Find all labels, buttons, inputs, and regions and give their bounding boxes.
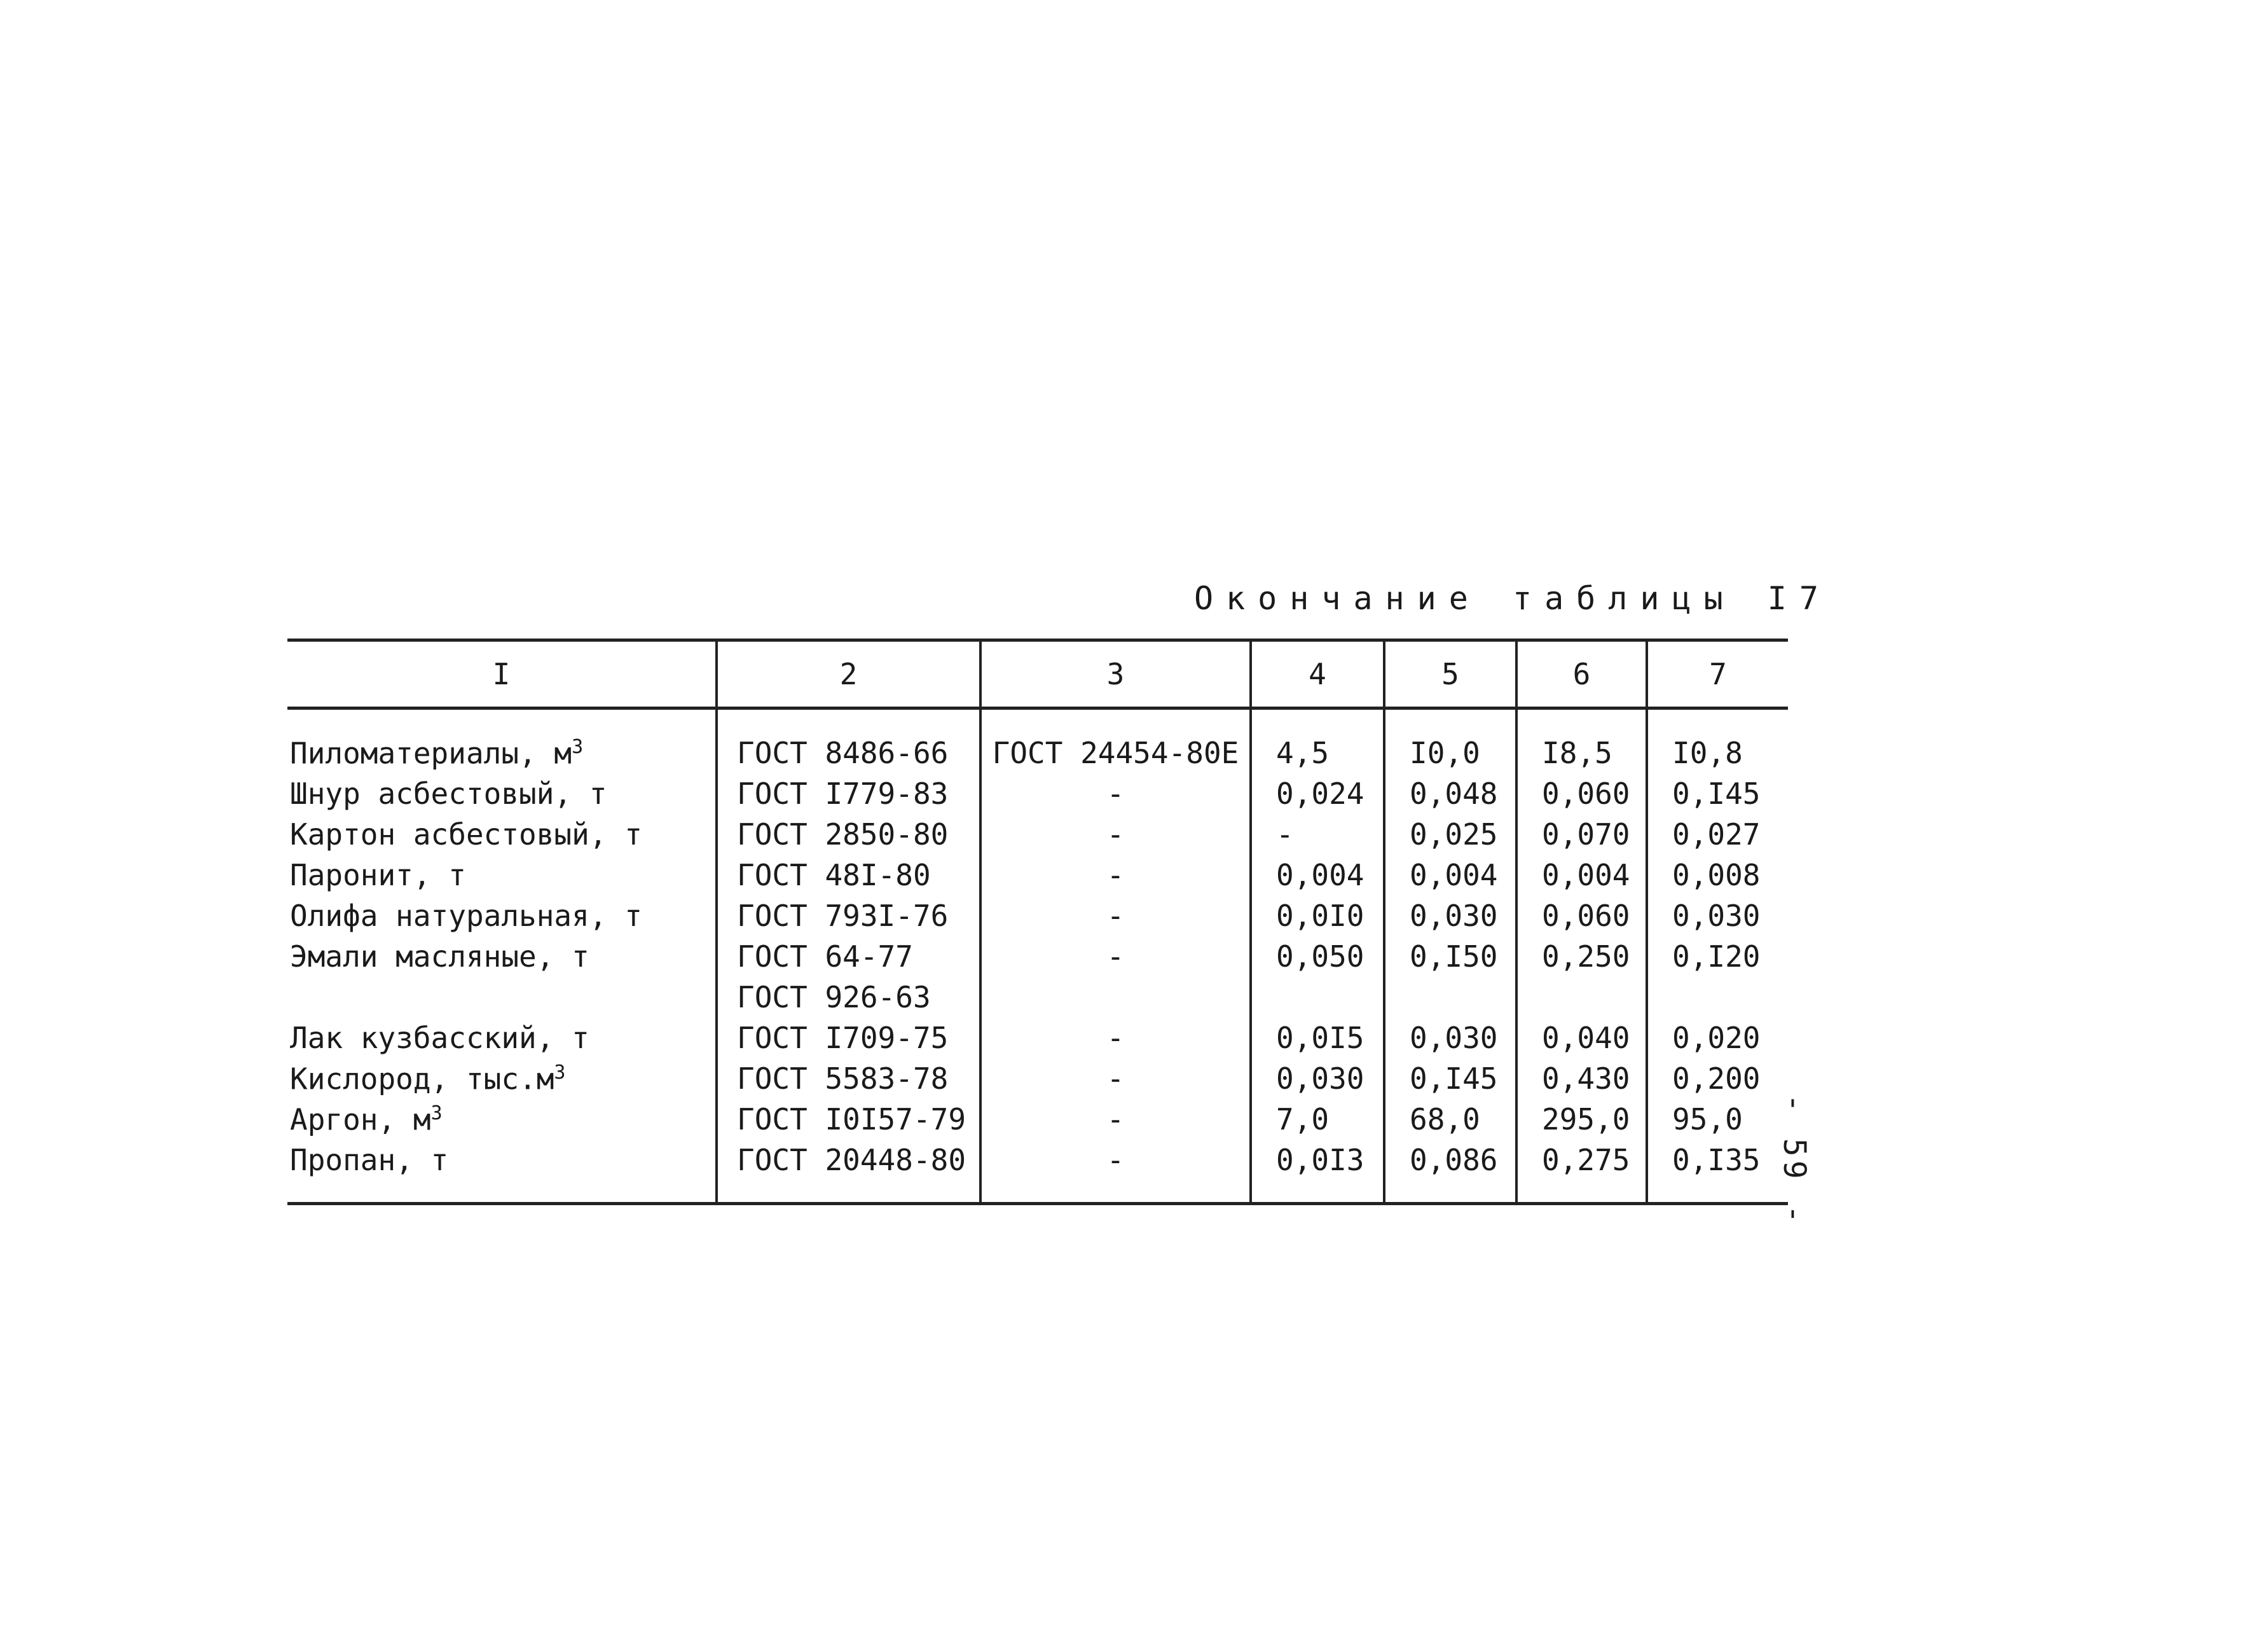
table-cell [717, 895, 980, 936]
cell-text: ГОСТ 48I-80 [737, 858, 931, 892]
table-cell [1251, 895, 1384, 936]
cell-text: ГОСТ 5583-78 [737, 1061, 949, 1096]
column-header: 5 [1384, 640, 1516, 708]
table-cell [1384, 895, 1516, 936]
table-row [287, 1099, 1788, 1140]
table-row [287, 855, 1788, 895]
cell-text: 4,5 [1276, 736, 1330, 770]
table-row [287, 708, 1788, 774]
cell-text: Шнур асбестовый, т [290, 777, 607, 811]
cell-text: 0,0I0 [1276, 899, 1364, 933]
table-cell [980, 1018, 1251, 1058]
cell-text: ГОСТ 20448-80 [737, 1143, 966, 1177]
table-cell [287, 895, 717, 936]
cell-text: 95,0 [1672, 1102, 1743, 1136]
cell-text: ГОСТ I0I57-79 [737, 1102, 966, 1136]
cell-text: 0,0I5 [1276, 1021, 1364, 1055]
cell-text: 0,I45 [1672, 777, 1761, 811]
cell-text: 0,004 [1276, 858, 1364, 892]
table-cell [1516, 977, 1647, 1018]
table-cell [717, 708, 980, 774]
table-cell [717, 855, 980, 895]
cell-text: 0,275 [1542, 1143, 1630, 1177]
table-cell [1384, 708, 1516, 774]
table-cell [1647, 855, 1788, 895]
cell-text: - [1106, 939, 1125, 974]
cell-text: - [1106, 777, 1125, 811]
cell-text: 0,004 [1542, 858, 1630, 892]
table-cell [287, 708, 717, 774]
table-cell [287, 1018, 717, 1058]
cell-text: 0,008 [1672, 858, 1761, 892]
page-number: - 59 - [1777, 1094, 1812, 1227]
cell-text: ГОСТ I709-75 [737, 1021, 949, 1055]
table-cell [287, 855, 717, 895]
cell-text: 0,030 [1410, 1021, 1498, 1055]
column-header: 6 [1516, 640, 1647, 708]
table-cell [1384, 936, 1516, 977]
table-cell [1516, 855, 1647, 895]
table-row [287, 1140, 1788, 1204]
cell-text: 0,086 [1410, 1143, 1498, 1177]
cell-text: Аргон, м [290, 1102, 431, 1137]
column-header: 2 [717, 640, 980, 708]
table-cell [1516, 1099, 1647, 1140]
table-cell [287, 936, 717, 977]
cell-text: Лак кузбасский, т [290, 1021, 589, 1055]
table-cell [717, 936, 980, 977]
materials-table [287, 639, 1788, 1205]
table-cell [1251, 1058, 1384, 1099]
table-row [287, 977, 1788, 1018]
table-cell [1384, 1018, 1516, 1058]
table-row [287, 895, 1788, 936]
cell-text: Пиломатериалы, м [290, 736, 572, 771]
cell-text: Эмали масляные, т [290, 939, 589, 974]
unit-exponent: 3 [430, 1102, 443, 1124]
table-cell [1516, 773, 1647, 814]
cell-text: 0,024 [1276, 777, 1364, 811]
cell-text: Олифа натуральная, т [290, 899, 642, 933]
column-header: 7 [1647, 640, 1788, 708]
table-cell [287, 1058, 717, 1099]
cell-text: 0,I20 [1672, 939, 1761, 974]
table-cell [287, 1099, 717, 1140]
table-cell [1384, 1140, 1516, 1204]
column-header: 3 [980, 640, 1251, 708]
table-cell [1647, 1018, 1788, 1058]
table-caption: Окончание таблицы I7 [1193, 580, 1831, 617]
table-cell [1516, 936, 1647, 977]
cell-text: ГОСТ I779-83 [737, 777, 949, 811]
table-cell [287, 814, 717, 855]
table-cell [980, 936, 1251, 977]
cell-text: - [1106, 1061, 1125, 1096]
cell-text: 0,030 [1410, 899, 1498, 933]
cell-text: - [1106, 1021, 1125, 1055]
table-cell [1251, 1018, 1384, 1058]
table-cell [1251, 814, 1384, 855]
table-cell [1384, 977, 1516, 1018]
table-cell [1516, 895, 1647, 936]
table-row [287, 936, 1788, 977]
table-cell [1251, 708, 1384, 774]
cell-text: 0,048 [1410, 777, 1498, 811]
cell-text: 0,030 [1276, 1061, 1364, 1096]
unit-exponent: 3 [554, 1061, 566, 1084]
table-cell [1251, 855, 1384, 895]
table-row [287, 1018, 1788, 1058]
table-cell [717, 1058, 980, 1099]
cell-text: 295,0 [1542, 1102, 1630, 1136]
table-cell [980, 895, 1251, 936]
cell-text: 0,070 [1542, 817, 1630, 852]
cell-text: - [1106, 1102, 1125, 1136]
table-cell [1251, 1099, 1384, 1140]
cell-text: 0,030 [1672, 899, 1761, 933]
table-cell [1647, 977, 1788, 1018]
cell-text: Картон асбестовый, т [290, 817, 642, 852]
table-cell [1516, 1058, 1647, 1099]
unit-exponent: 3 [572, 735, 584, 758]
cell-text: 0,060 [1542, 777, 1630, 811]
cell-text: - [1106, 899, 1125, 933]
table-cell [1647, 1099, 1788, 1140]
table-cell [1384, 855, 1516, 895]
table-cell [1516, 1140, 1647, 1204]
cell-text: 0,050 [1276, 939, 1364, 974]
cell-text: I0,0 [1410, 736, 1480, 770]
table-cell [1647, 708, 1788, 774]
cell-text: - [1276, 817, 1294, 852]
cell-text: 0,020 [1672, 1021, 1761, 1055]
table-cell [1384, 814, 1516, 855]
table-cell [1647, 1140, 1788, 1204]
cell-text: ГОСТ 926-63 [737, 980, 931, 1014]
cell-text: ГОСТ 8486-66 [737, 736, 949, 770]
cell-text: 0,060 [1542, 899, 1630, 933]
cell-text: Паронит, т [290, 858, 466, 892]
cell-text: Кислород, тыс.м [290, 1061, 554, 1096]
column-header: 4 [1251, 640, 1384, 708]
table-cell [717, 977, 980, 1018]
table-header-row [287, 640, 1788, 708]
table-cell [1516, 814, 1647, 855]
table-cell [980, 977, 1251, 1018]
cell-text: 0,I50 [1410, 939, 1498, 974]
cell-text: ГОСТ 24454-80Е [992, 736, 1239, 770]
table-cell [1647, 895, 1788, 936]
table-cell [287, 977, 717, 1018]
table-cell [717, 814, 980, 855]
table-cell [980, 708, 1251, 774]
cell-text: ГОСТ 793I-76 [737, 899, 949, 933]
table-cell [287, 773, 717, 814]
table-cell [717, 773, 980, 814]
table-cell [1251, 773, 1384, 814]
table-cell [1647, 773, 1788, 814]
table-cell [980, 1099, 1251, 1140]
table-row [287, 814, 1788, 855]
table-cell [1251, 977, 1384, 1018]
table-cell [1251, 936, 1384, 977]
table-cell [980, 773, 1251, 814]
table-cell [1251, 1140, 1384, 1204]
cell-text: I0,8 [1672, 736, 1743, 770]
cell-text: 0,0I3 [1276, 1143, 1364, 1177]
table-cell [717, 1099, 980, 1140]
cell-text: 68,0 [1410, 1102, 1480, 1136]
table-cell [1384, 773, 1516, 814]
cell-text: - [1106, 817, 1125, 852]
cell-text: 0,I45 [1410, 1061, 1498, 1096]
table-cell [717, 1018, 980, 1058]
cell-text: Пропан, т [290, 1143, 449, 1177]
cell-text: 0,040 [1542, 1021, 1630, 1055]
cell-text: - [1106, 858, 1125, 892]
table-cell [1647, 814, 1788, 855]
cell-text: ГОСТ 2850-80 [737, 817, 949, 852]
table-cell [1647, 936, 1788, 977]
table-cell [1516, 1018, 1647, 1058]
table-cell [980, 855, 1251, 895]
table-cell [1384, 1099, 1516, 1140]
cell-text: 0,200 [1672, 1061, 1761, 1096]
table-body [287, 708, 1788, 1204]
table-cell [287, 1140, 717, 1204]
cell-text: 7,0 [1276, 1102, 1330, 1136]
table-row [287, 1058, 1788, 1099]
table-cell [980, 1140, 1251, 1204]
table-cell [1516, 708, 1647, 774]
column-header: I [287, 640, 717, 708]
cell-text: 0,430 [1542, 1061, 1630, 1096]
table-cell [980, 1058, 1251, 1099]
table-cell [1647, 1058, 1788, 1099]
cell-text: 0,027 [1672, 817, 1761, 852]
cell-text: 0,004 [1410, 858, 1498, 892]
table-cell [980, 814, 1251, 855]
table-cell [717, 1140, 980, 1204]
table-cell [1384, 1058, 1516, 1099]
cell-text: - [1106, 1143, 1125, 1177]
cell-text: ГОСТ 64-77 [737, 939, 913, 974]
cell-text: 0,250 [1542, 939, 1630, 974]
cell-text: 0,I35 [1672, 1143, 1761, 1177]
cell-text: I8,5 [1542, 736, 1612, 770]
cell-text: 0,025 [1410, 817, 1498, 852]
table-row [287, 773, 1788, 814]
